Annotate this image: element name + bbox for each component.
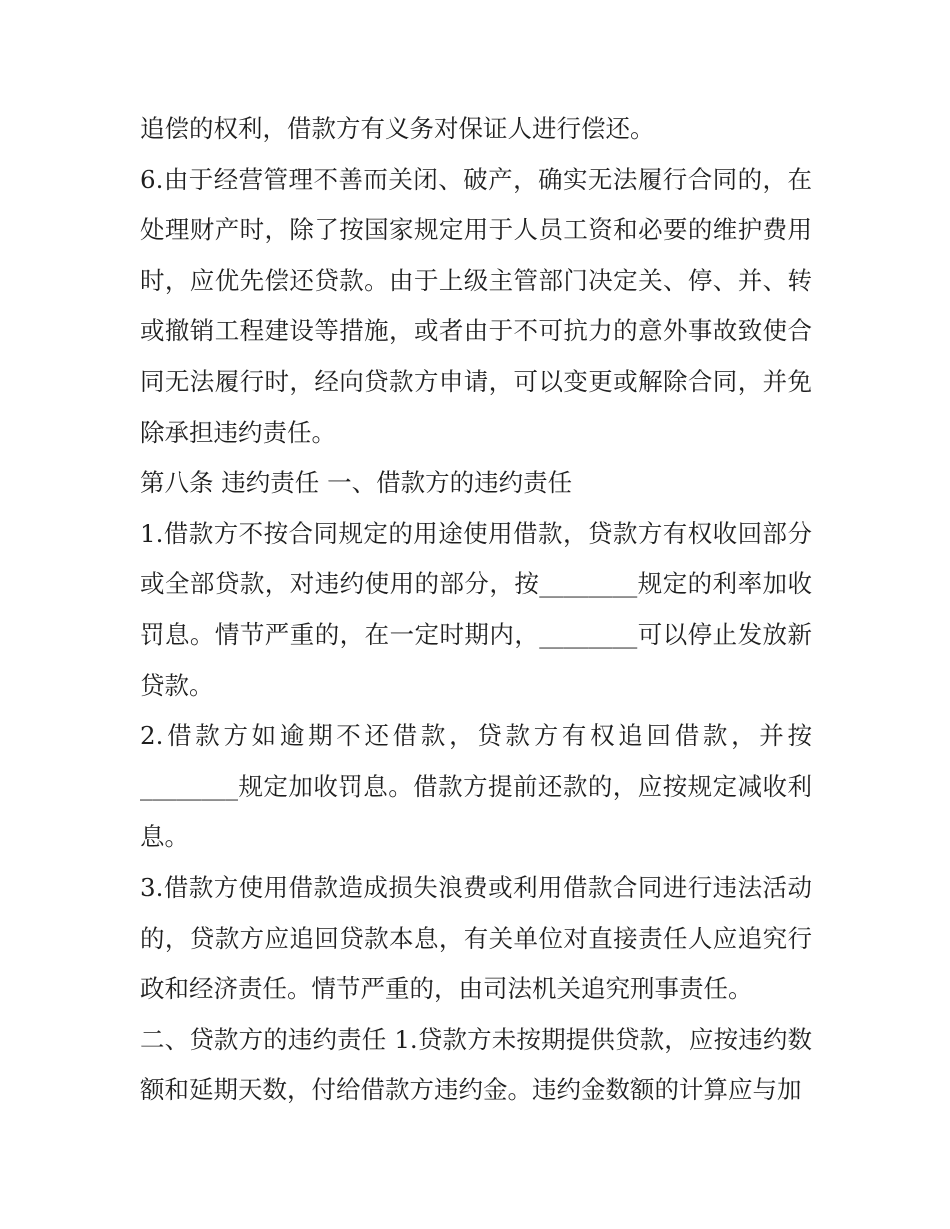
paragraph-borrower-breach-2: 2.借款方如逾期不还借款，贷款方有权追回借款，并按________规定加收罚息。借款方提前还款的，应按规定减收利息。 — [140, 721, 812, 852]
paragraph-guarantor-compensation: 追偿的权利，借款方有义务对保证人进行偿还。 — [140, 114, 655, 143]
paragraph-borrower-breach-3: 3.借款方使用借款造成损失浪费或利用借款合同进行违法活动的，贷款方应追回贷款本息，有关单位对直接责任人应追究行政和经济责任。情节严重的，由司法机关追究刑事责任。 — [140, 872, 812, 1004]
paragraph-clause-6-bankruptcy: 6.由于经营管理不善而关闭、破产，确实无法履行合同的，在处理财产时，除了按国家规定用于人员工资和必要的维护费用时，应优先偿还贷款。由于上级主管部门决定关、停、并、转或撤销工程建设等措施，或者由于不可抗力的意外事故致使合同无法履行时，经向贷款方申请，可以变更或解除合同，并免除承担违约责任。 — [140, 164, 812, 447]
paragraph-lender-breach: 二、贷款方的违约责任 1.贷款方未按期提供贷款，应按违约数额和延期天数，付给借款方违约金。违约金数额的计算应与加 — [140, 1024, 812, 1105]
section-heading-article-8: 第八条 违约责任 一、借款方的违约责任 — [140, 468, 573, 498]
paragraph-borrower-breach-1: 1.借款方不按合同规定的用途使用借款，贷款方有权收回部分或全部贷款，对违约使用的部分，按________规定的利率加收罚息。情节严重的，在一定时期内，________可以停止发放新贷款。 — [140, 518, 812, 700]
document-body — [140, 104, 812, 1116]
